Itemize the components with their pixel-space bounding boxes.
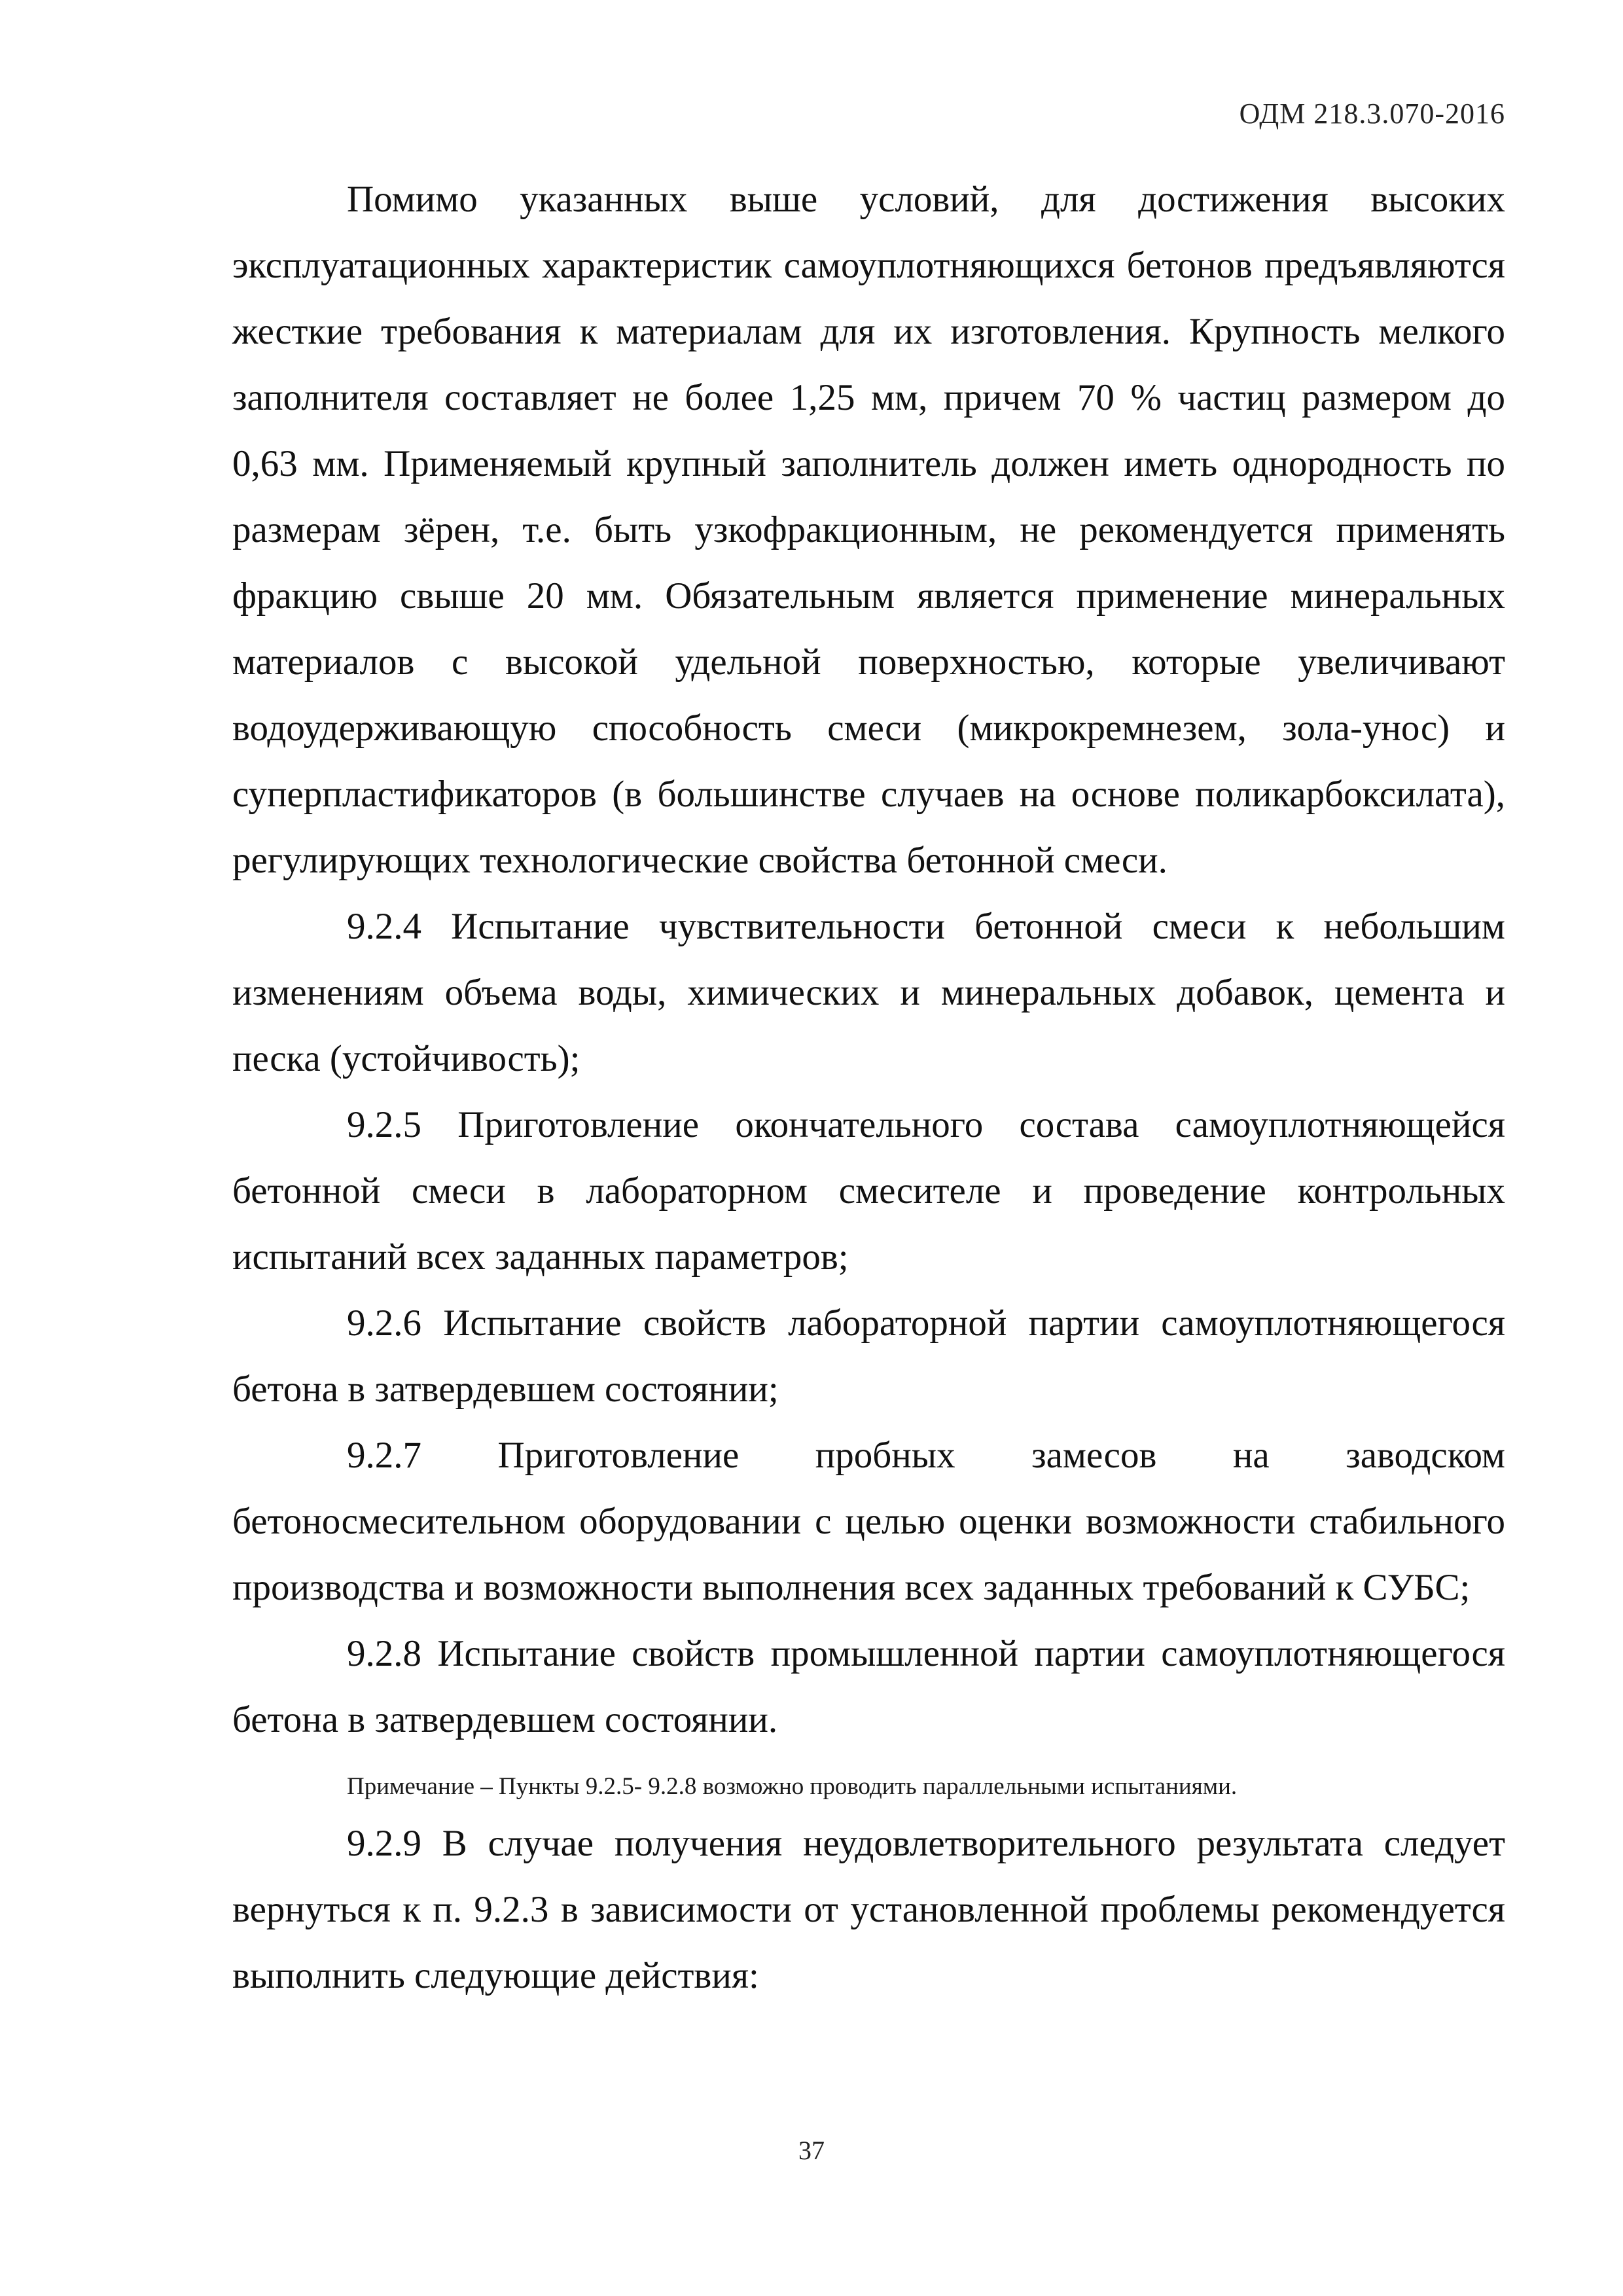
paragraph-9-2-5: 9.2.5 Приготовление окончательного состава самоуплотняющейся бетонной смеси в лабораторном смесителе и проведение контрольных испытаний всех заданных параметров;: [232, 1104, 1505, 1278]
paragraph-9-2-7: 9.2.7 Приготовление пробных замесов на заводском бетоносмесительном оборудовании с целью оценки возможности стабильного производства и возможности выполнения всех заданных требований к СУБС;: [232, 1435, 1505, 1608]
document-code-header: ОДМ 218.3.070-2016: [1239, 98, 1505, 130]
body-text: [232, 166, 1505, 2009]
note: Примечание – Пункты 9.2.5- 9.2.8 возможно проводить параллельными испытаниями.: [347, 1773, 1238, 1800]
page-number: 37: [798, 2136, 825, 2165]
paragraph-9-2-9: 9.2.9 В случае получения неудовлетворительного результата следует вернуться к п. 9.2.3 в зависимости от установленной проблемы рекомендуется выполнить следующие действия:: [232, 1823, 1505, 1996]
paragraph-9-2-8: 9.2.8 Испытание свойств промышленной партии самоуплотняющегося бетона в затвердевшем состоянии.: [232, 1633, 1505, 1740]
paragraph-9-2-6: 9.2.6 Испытание свойств лабораторной партии самоуплотняющегося бетона в затвердевшем состоянии;: [232, 1302, 1505, 1410]
paragraph-materials-requirements: Помимо указанных выше условий, для достижения высоких эксплуатационных характеристик самоуплотняющихся бетонов предъявляются жесткие требования к материалам для их изготовления. Крупность мелкого заполнителя составляет не более 1,25 мм, причем 70 % частиц размером до 0,63 мм. Применяемый крупный заполнитель должен иметь однородность по размерам зёрен, т.е. быть узкофракционным, не рекомендуется применять фракцию свыше 20 мм. Обязательным является применение минеральных материалов с высокой удельной поверхностью, которые увеличивают водоудерживающую способность смеси (микрокремнезем, зола-унос) и суперпластификаторов (в большинстве случаев на основе поликарбоксилата), регулирующих технологические свойства бетонной смеси.: [232, 179, 1505, 881]
paragraph-9-2-4: 9.2.4 Испытание чувствительности бетонной смеси к небольшим изменениям объема воды, химических и минеральных добавок, цемента и песка (устойчивость);: [232, 906, 1505, 1079]
